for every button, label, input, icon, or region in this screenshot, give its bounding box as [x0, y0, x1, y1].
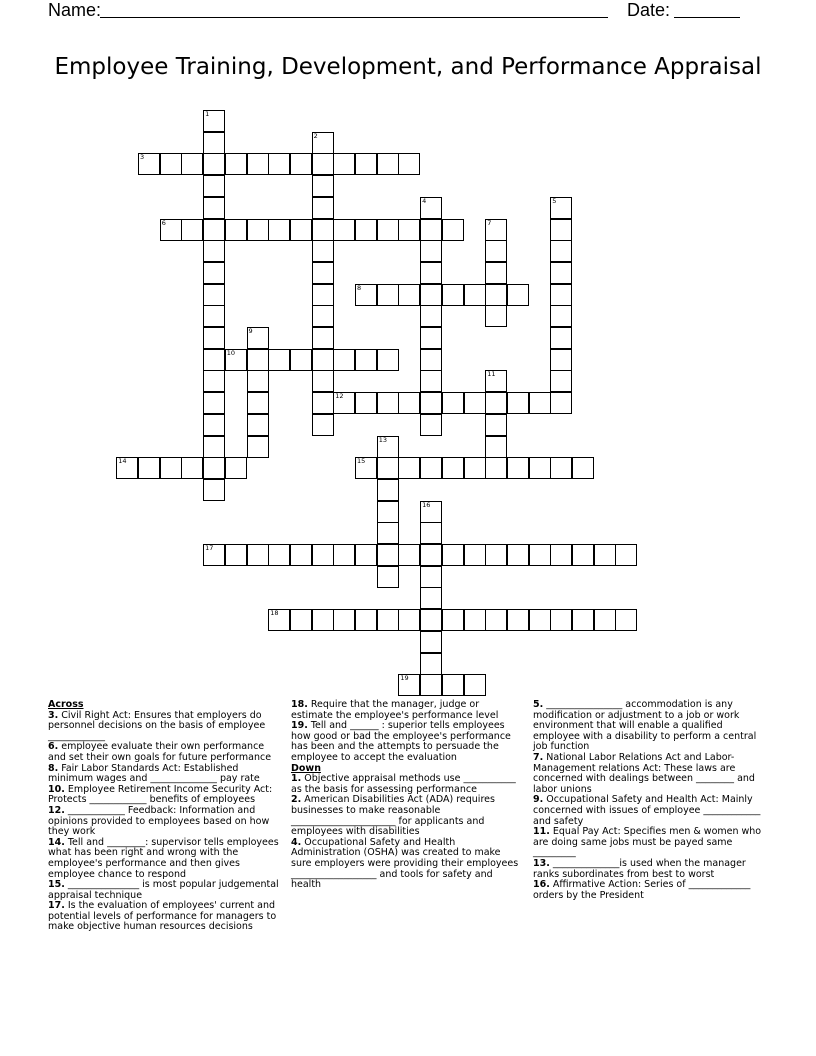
crossword-cell[interactable]	[225, 153, 247, 175]
crossword-cell[interactable]	[464, 392, 486, 414]
clue-down-16: 16. Affirmative Action: Series of _____________ orders by the President	[533, 879, 751, 901]
crossword-cell[interactable]	[485, 262, 507, 284]
crossword-cell[interactable]	[203, 240, 225, 262]
crossword-cell[interactable]	[420, 262, 442, 284]
crossword-cell[interactable]	[550, 327, 572, 349]
crossword-cell[interactable]	[464, 284, 486, 306]
clue-down-5: 5. ________________ accommodation is any modification or adjustment to a job or work environment that will enable a qualified employee with a disability to perform a central job function	[533, 699, 757, 753]
crossword-cell[interactable]	[203, 392, 225, 414]
clue-down-9: 9. Occupational Safety and Health Act: Mainly concerned with issues of employee ____________ and safety	[533, 794, 761, 827]
crossword-cell[interactable]	[377, 457, 399, 479]
date-label: Date:	[627, 0, 671, 20]
crossword-cell[interactable]	[507, 284, 529, 306]
crossword-cell[interactable]	[312, 544, 334, 566]
crossword-cell[interactable]	[442, 284, 464, 306]
crossword-cell[interactable]	[442, 609, 464, 631]
crossword-cell[interactable]	[355, 457, 377, 479]
crossword-cell[interactable]	[225, 349, 247, 371]
crossword-cell[interactable]	[203, 262, 225, 284]
crossword-cell[interactable]	[550, 240, 572, 262]
crossword-cell[interactable]	[442, 219, 464, 241]
clue-number: 6	[161, 218, 166, 227]
crossword-cell[interactable]	[572, 544, 594, 566]
clue-number: 13	[378, 435, 387, 444]
crossword-cell[interactable]	[333, 219, 355, 241]
crossword-cell[interactable]	[203, 284, 225, 306]
crossword-cell[interactable]	[529, 392, 551, 414]
crossword-cell[interactable]	[420, 566, 442, 588]
crossword-cell[interactable]	[312, 284, 334, 306]
crossword-cell[interactable]	[615, 544, 637, 566]
crossword-cell[interactable]	[377, 436, 399, 458]
clues-column-1	[48, 700, 280, 933]
clue-number: 9	[248, 327, 253, 335]
name-field[interactable]	[100, 0, 608, 18]
crossword-cell[interactable]	[420, 674, 442, 696]
crossword-cell[interactable]	[312, 370, 334, 392]
crossword-cell[interactable]	[485, 436, 507, 458]
crossword-cell[interactable]	[442, 674, 464, 696]
crossword-cell[interactable]	[247, 392, 269, 414]
crossword-cell[interactable]	[464, 609, 486, 631]
clue-number: 16	[422, 500, 431, 509]
clue-across-14: 14. Tell and ________: supervisor tells employees what has been right and wrong with the employee's performance and then gives employee chance to respond	[48, 836, 279, 880]
clue-number: 2	[313, 131, 318, 140]
clue-number: 11	[487, 370, 496, 379]
crossword-cell[interactable]	[333, 609, 355, 631]
crossword-cell[interactable]	[398, 674, 420, 696]
crossword-cell[interactable]	[550, 544, 572, 566]
crossword-cell[interactable]	[550, 349, 572, 371]
crossword-cell[interactable]	[420, 631, 442, 653]
clue-number: 17	[205, 544, 214, 552]
crossword-cell[interactable]	[203, 132, 225, 154]
crossword-cell[interactable]	[225, 544, 247, 566]
crossword-cell[interactable]	[138, 153, 160, 175]
crossword-cell[interactable]	[398, 544, 420, 566]
crossword-cell[interactable]	[485, 544, 507, 566]
crossword-cell[interactable]	[355, 392, 377, 414]
clue-number: 15	[357, 457, 366, 466]
crossword-cell[interactable]	[529, 544, 551, 566]
clue-number: 12	[335, 392, 344, 401]
clue-down-7: 7. National Labor Relations Act and Labor-Management relations Act: These laws are concerned with dealings between ________ and labor unions	[533, 751, 755, 795]
clue-number: 10	[226, 348, 236, 357]
crossword-cell[interactable]	[550, 284, 572, 306]
crossword-cell[interactable]	[225, 219, 247, 241]
clue-number: 18	[270, 609, 279, 618]
page-title: Employee Training, Development, and Performance Appraisal	[54, 54, 762, 80]
crossword-cell[interactable]	[377, 609, 399, 631]
clue-across-3: 3. Civil Right Act: Ensures that employers do personnel decisions on the basis of employee ____________	[48, 709, 266, 742]
crossword-cell[interactable]	[507, 457, 529, 479]
crossword-cell[interactable]	[377, 349, 399, 371]
crossword-cell[interactable]	[203, 436, 225, 458]
crossword-cell[interactable]	[420, 544, 442, 566]
crossword-cell[interactable]	[355, 544, 377, 566]
crossword-cell[interactable]	[377, 544, 399, 566]
crossword-cell[interactable]	[398, 392, 420, 414]
crossword-cell[interactable]	[290, 153, 312, 175]
crossword-cell[interactable]	[312, 262, 334, 284]
crossword-cell[interactable]	[203, 305, 225, 327]
crossword-cell[interactable]	[290, 219, 312, 241]
crossword-cell[interactable]	[333, 349, 355, 371]
crossword-cell[interactable]	[247, 349, 269, 371]
date-field[interactable]	[674, 0, 740, 18]
crossword-cell[interactable]	[333, 392, 355, 414]
clue-down-13: 13. ______________is used when the manager ranks subordinates from best to worst	[533, 857, 746, 880]
crossword-cell[interactable]	[203, 175, 225, 197]
crossword-cell[interactable]	[312, 392, 334, 414]
crossword-cell[interactable]	[442, 457, 464, 479]
crossword-cell[interactable]	[464, 674, 486, 696]
crossword-cell[interactable]	[247, 219, 269, 241]
clue-number: 5	[552, 196, 557, 205]
crossword-cell[interactable]	[355, 349, 377, 371]
crossword-cell[interactable]	[312, 327, 334, 349]
clue-across-6: 6. employee evaluate their own performance and set their own goals for future performance	[48, 741, 272, 763]
crossword-cell[interactable]	[464, 544, 486, 566]
crossword-cell[interactable]	[442, 544, 464, 566]
crossword-cell[interactable]	[312, 197, 334, 219]
clue-across-8: 8. Fair Labor Standards Act: Established minimum wages and ______________ pay rate	[48, 762, 260, 785]
clues-column-2	[291, 700, 521, 891]
crossword-cell[interactable]	[485, 609, 507, 631]
crossword-cell[interactable]	[485, 305, 507, 327]
crossword-cell[interactable]	[485, 240, 507, 262]
crossword-cell[interactable]	[594, 544, 616, 566]
crossword-cell[interactable]	[203, 327, 225, 349]
crossword-cell[interactable]	[420, 522, 442, 544]
crossword-cell[interactable]	[355, 219, 377, 241]
crossword-cell[interactable]	[312, 153, 334, 175]
crossword-cell[interactable]	[312, 414, 334, 436]
crossword-cell[interactable]	[398, 153, 420, 175]
crossword-cell[interactable]	[247, 370, 269, 392]
crossword-cell[interactable]	[377, 392, 399, 414]
crossword-cell[interactable]	[420, 370, 442, 392]
clues-column-3	[533, 700, 765, 901]
crossword-cell[interactable]	[203, 544, 225, 566]
crossword-cell[interactable]	[268, 544, 290, 566]
crossword-cell[interactable]	[442, 392, 464, 414]
crossword-cell[interactable]	[312, 132, 334, 154]
crossword-cell[interactable]	[203, 197, 225, 219]
crossword-cell[interactable]	[485, 414, 507, 436]
clue-across-19: 19. Tell and ______ : superior tells employees how good or bad the employee's performance has been and the attempts to persuade the employee to accept the evaluation	[291, 720, 511, 763]
crossword-cell[interactable]	[420, 653, 442, 675]
crossword-cell[interactable]	[420, 501, 442, 523]
crossword-cell[interactable]	[333, 153, 355, 175]
clue-number: 19	[400, 674, 409, 683]
crossword-cell[interactable]	[290, 349, 312, 371]
crossword-cell[interactable]	[203, 370, 225, 392]
crossword-cell[interactable]	[420, 414, 442, 436]
crossword-cell[interactable]	[398, 219, 420, 241]
crossword-cell[interactable]	[377, 501, 399, 523]
crossword-cell[interactable]	[312, 219, 334, 241]
crossword-cell[interactable]	[203, 219, 225, 241]
crossword-cell[interactable]	[247, 544, 269, 566]
crossword-cell[interactable]	[507, 392, 529, 414]
crossword-cell[interactable]	[181, 219, 203, 241]
crossword-cell[interactable]	[377, 566, 399, 588]
crossword-cell[interactable]	[160, 457, 182, 479]
crossword-cell[interactable]	[594, 609, 616, 631]
clue-down-1: 1. Objective appraisal methods use ___________ as the basis for assessing performance	[291, 773, 516, 795]
crossword-cell[interactable]	[355, 609, 377, 631]
crossword-cell[interactable]	[420, 219, 442, 241]
clue-across-12: 12. ____________ Feedback: Information and opinions provided to employees based on how they work	[48, 804, 270, 838]
crossword-cell[interactable]	[420, 197, 442, 219]
crossword-cell[interactable]	[420, 240, 442, 262]
crossword-cell[interactable]	[203, 479, 225, 501]
crossword-cell[interactable]	[138, 457, 160, 479]
crossword-cell[interactable]	[572, 457, 594, 479]
crossword-cell[interactable]	[507, 609, 529, 631]
crossword-cell[interactable]	[420, 609, 442, 631]
crossword-cell[interactable]	[420, 327, 442, 349]
crossword-cell[interactable]	[420, 305, 442, 327]
crossword-cell[interactable]	[529, 609, 551, 631]
crossword-cell[interactable]	[268, 153, 290, 175]
clue-number: 3	[140, 153, 145, 162]
crossword-cell[interactable]	[203, 153, 225, 175]
crossword-cell[interactable]	[290, 544, 312, 566]
crossword-cell[interactable]	[247, 436, 269, 458]
crossword-cell[interactable]	[550, 457, 572, 479]
clue-down-4: 4. Occupational Safety and Health Administration (OSHA) was created to make sure employers were providing their employees __________________ and tools for safety and health	[291, 836, 519, 891]
crossword-cell[interactable]	[203, 349, 225, 371]
crossword-cell[interactable]	[225, 457, 247, 479]
crossword-cell[interactable]	[398, 284, 420, 306]
crossword-cell[interactable]	[420, 587, 442, 609]
crossword-cell[interactable]	[247, 327, 269, 349]
crossword-cell[interactable]	[377, 522, 399, 544]
crossword-cell[interactable]	[507, 544, 529, 566]
crossword-cell[interactable]	[160, 153, 182, 175]
crossword-cell[interactable]	[247, 153, 269, 175]
crossword-cell[interactable]	[377, 219, 399, 241]
crossword-cell[interactable]	[529, 457, 551, 479]
clue-across-17: 17. Is the evaluation of employees' current and potential levels of performance for managers to make objective human resources decisions	[48, 900, 277, 933]
crossword-cell[interactable]	[398, 609, 420, 631]
crossword-cell[interactable]	[268, 349, 290, 371]
crossword-cell[interactable]	[290, 609, 312, 631]
crossword-cell[interactable]	[203, 110, 225, 132]
crossword-cell[interactable]	[333, 544, 355, 566]
crossword-cell[interactable]	[420, 284, 442, 306]
crossword-cell[interactable]	[268, 219, 290, 241]
crossword-cell[interactable]	[550, 370, 572, 392]
crossword-cell[interactable]	[420, 457, 442, 479]
clue-number: 4	[422, 196, 427, 205]
clue-down-2: 2. American Disabilities Act (ADA) requires businesses to make reasonable ______________________ for applicants and employees with disabilities	[291, 794, 495, 838]
clue-down-11: 11. Equal Pay Act: Specifies men & women who are doing same jobs must be payed same _________	[533, 826, 762, 859]
crossword-cell[interactable]	[377, 284, 399, 306]
crossword-cell[interactable]	[116, 457, 138, 479]
down-heading: Down	[291, 762, 321, 774]
clue-number: 14	[118, 457, 127, 466]
crossword-cell[interactable]	[550, 305, 572, 327]
clue-number: 8	[357, 283, 362, 292]
crossword-cell[interactable]	[247, 414, 269, 436]
crossword-cell[interactable]	[485, 284, 507, 306]
across-heading: Across	[48, 699, 84, 710]
crossword-cell[interactable]	[160, 219, 182, 241]
crossword-cell[interactable]	[312, 305, 334, 327]
crossword-cell[interactable]	[377, 479, 399, 501]
clue-across-18: 18. Require that the manager, judge or estimate the employee's performance level	[291, 699, 499, 721]
crossword-cell[interactable]	[485, 457, 507, 479]
crossword-cell[interactable]	[312, 175, 334, 197]
crossword-cell[interactable]	[355, 284, 377, 306]
clue-across-10: 10. Employee Retirement Income Security Act: Protects ____________ benefits of employees	[48, 783, 273, 806]
crossword-cell[interactable]	[312, 240, 334, 262]
crossword-cell[interactable]	[398, 457, 420, 479]
clue-number: 1	[205, 110, 210, 118]
crossword-cell[interactable]	[355, 153, 377, 175]
crossword-cell[interactable]	[464, 457, 486, 479]
crossword-cell[interactable]	[181, 457, 203, 479]
crossword-cell[interactable]	[312, 609, 334, 631]
crossword-cell[interactable]	[420, 392, 442, 414]
clue-number: 7	[487, 218, 492, 227]
crossword-cell[interactable]	[550, 392, 572, 414]
clue-across-15: 15. _______________ is most popular judgemental appraisal technique	[48, 879, 279, 901]
crossword-cell[interactable]	[420, 349, 442, 371]
crossword-cell[interactable]	[181, 153, 203, 175]
name-label: Name:	[48, 0, 102, 20]
crossword-cell[interactable]	[203, 414, 225, 436]
crossword-cell[interactable]	[550, 219, 572, 241]
crossword-cell[interactable]	[550, 262, 572, 284]
crossword-cell[interactable]	[485, 392, 507, 414]
crossword-cell[interactable]	[572, 609, 594, 631]
crossword-cell[interactable]	[312, 349, 334, 371]
crossword-cell[interactable]	[550, 609, 572, 631]
crossword-cell[interactable]	[485, 219, 507, 241]
crossword-cell[interactable]	[550, 197, 572, 219]
crossword-cell[interactable]	[203, 457, 225, 479]
crossword-cell[interactable]	[268, 609, 290, 631]
crossword-cell[interactable]	[377, 153, 399, 175]
crossword-cell[interactable]	[485, 370, 507, 392]
crossword-cell[interactable]	[615, 609, 637, 631]
